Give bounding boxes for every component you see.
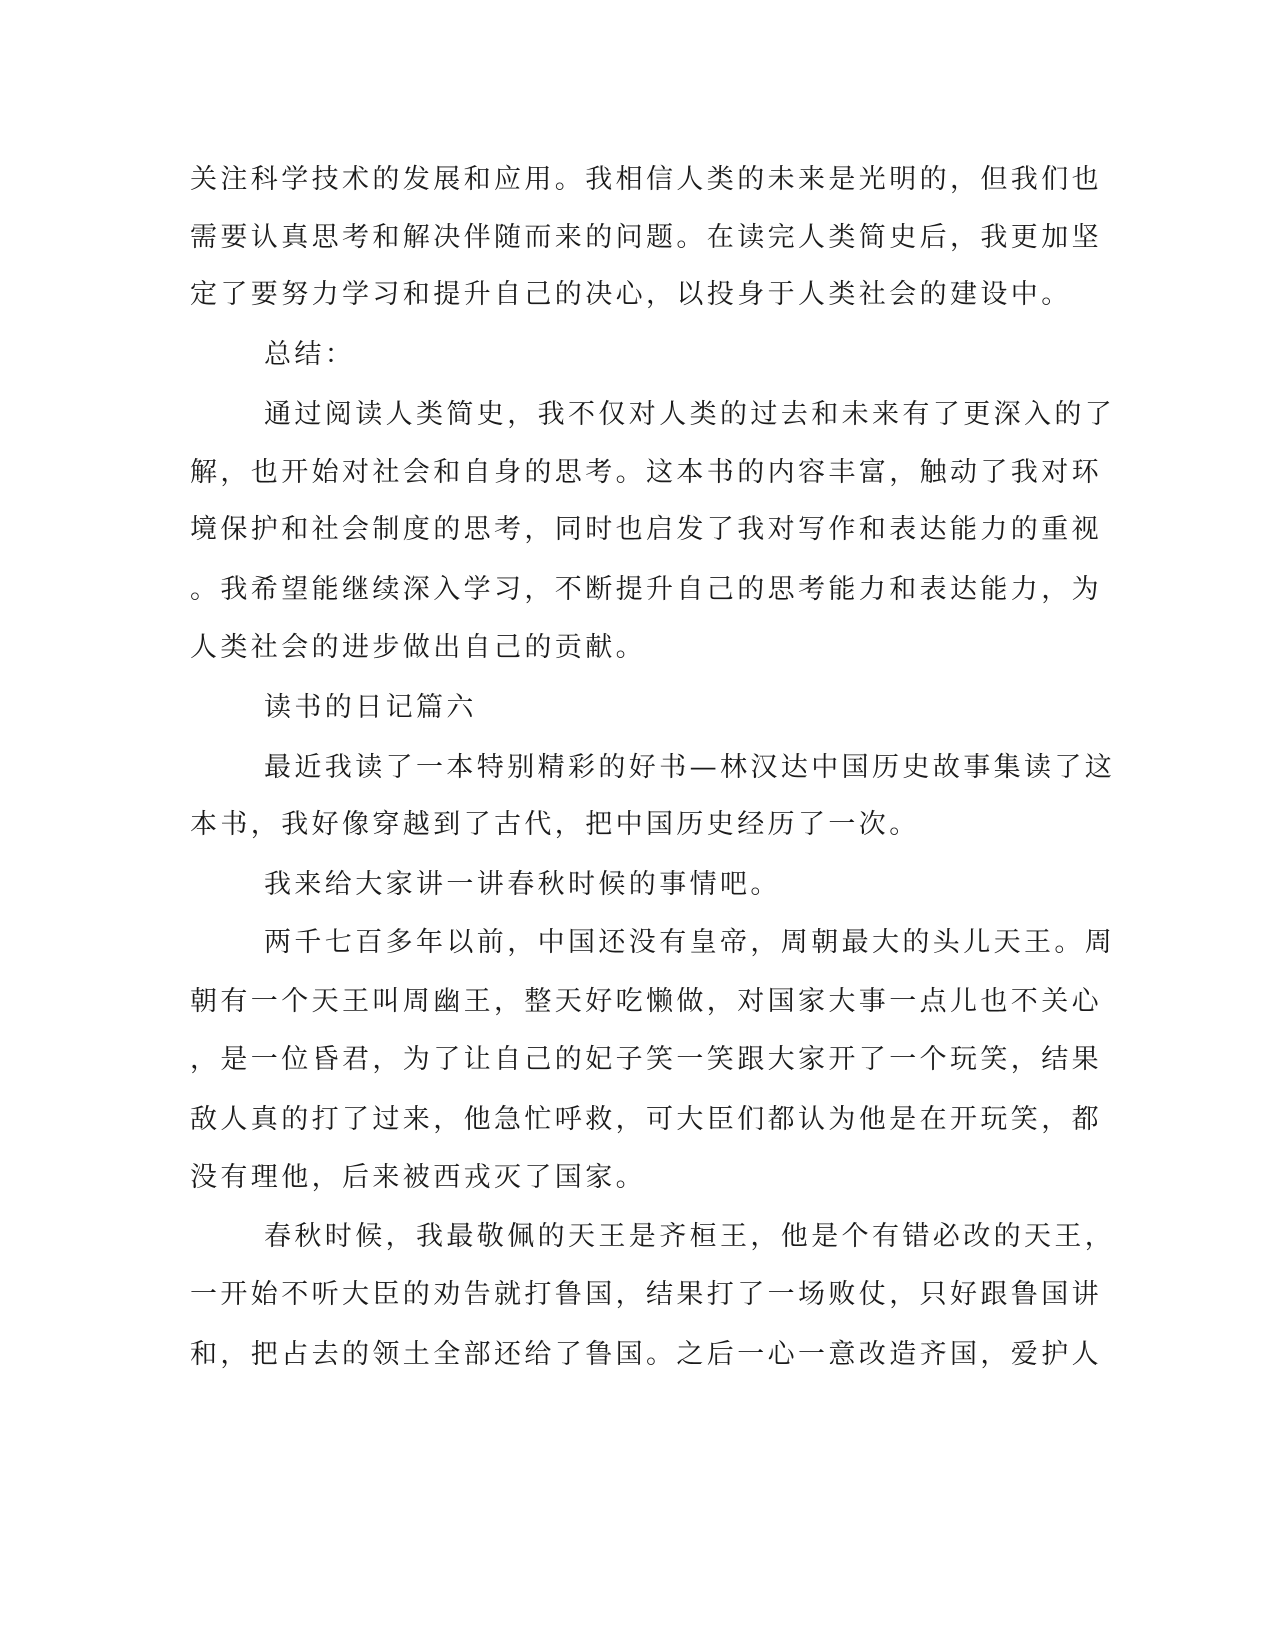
text-line: 和，把占去的领土全部还给了鲁国。之后一心一意改造齐国，爱护人 xyxy=(190,1339,1102,1370)
text-line: 两千七百多年以前，中国还没有皇帝，周朝最大的头儿天王。周 xyxy=(264,927,1116,958)
text-line: 最近我读了一本特别精彩的好书—林汉达中国历史故事集读了这 xyxy=(264,752,1116,783)
text-line: 没有理他，后来被西戎灭了国家。 xyxy=(190,1162,646,1193)
section-heading: 总结： xyxy=(264,339,356,370)
text-line: 境保护和社会制度的思考，同时也启发了我对写作和表达能力的重视 xyxy=(190,514,1102,545)
text-line: 我来给大家讲一讲春秋时候的事情吧。 xyxy=(264,869,781,900)
text-line: 本书，我好像穿越到了古代，把中国历史经历了一次。 xyxy=(190,809,920,840)
text-line: ，是一位昏君，为了让自己的妃子笑一笑跟大家开了一个玩笑，结果 xyxy=(190,1044,1102,1075)
text-line: 需要认真思考和解决伴随而来的问题。在读完人类简史后，我更加坚 xyxy=(190,222,1102,253)
text-line: 朝有一个天王叫周幽王，整天好吃懒做，对国家大事一点儿也不关心 xyxy=(190,986,1102,1017)
text-line: 春秋时候，我最敬佩的天王是齐桓王，他是个有错必改的天王， xyxy=(264,1221,1116,1252)
text-line: 解，也开始对社会和自身的思考。这本书的内容丰富，触动了我对环 xyxy=(190,457,1102,488)
text-line: 人类社会的进步做出自己的贡献。 xyxy=(190,632,646,663)
text-line: 通过阅读人类简史，我不仅对人类的过去和未来有了更深入的了 xyxy=(264,399,1116,430)
text-line: 定了要努力学习和提升自己的决心，以投身于人类社会的建设中。 xyxy=(190,279,1072,310)
text-line: 敌人真的打了过来，他急忙呼救，可大臣们都认为他是在开玩笑，都 xyxy=(190,1104,1102,1135)
text-line: 。我希望能继续深入学习，不断提升自己的思考能力和表达能力，为 xyxy=(190,574,1102,605)
section-heading: 读书的日记篇六 xyxy=(264,692,477,723)
text-line: 关注科学技术的发展和应用。我相信人类的未来是光明的，但我们也 xyxy=(190,164,1102,195)
text-line: 一开始不听大臣的劝告就打鲁国，结果打了一场败仗，只好跟鲁国讲 xyxy=(190,1279,1102,1310)
